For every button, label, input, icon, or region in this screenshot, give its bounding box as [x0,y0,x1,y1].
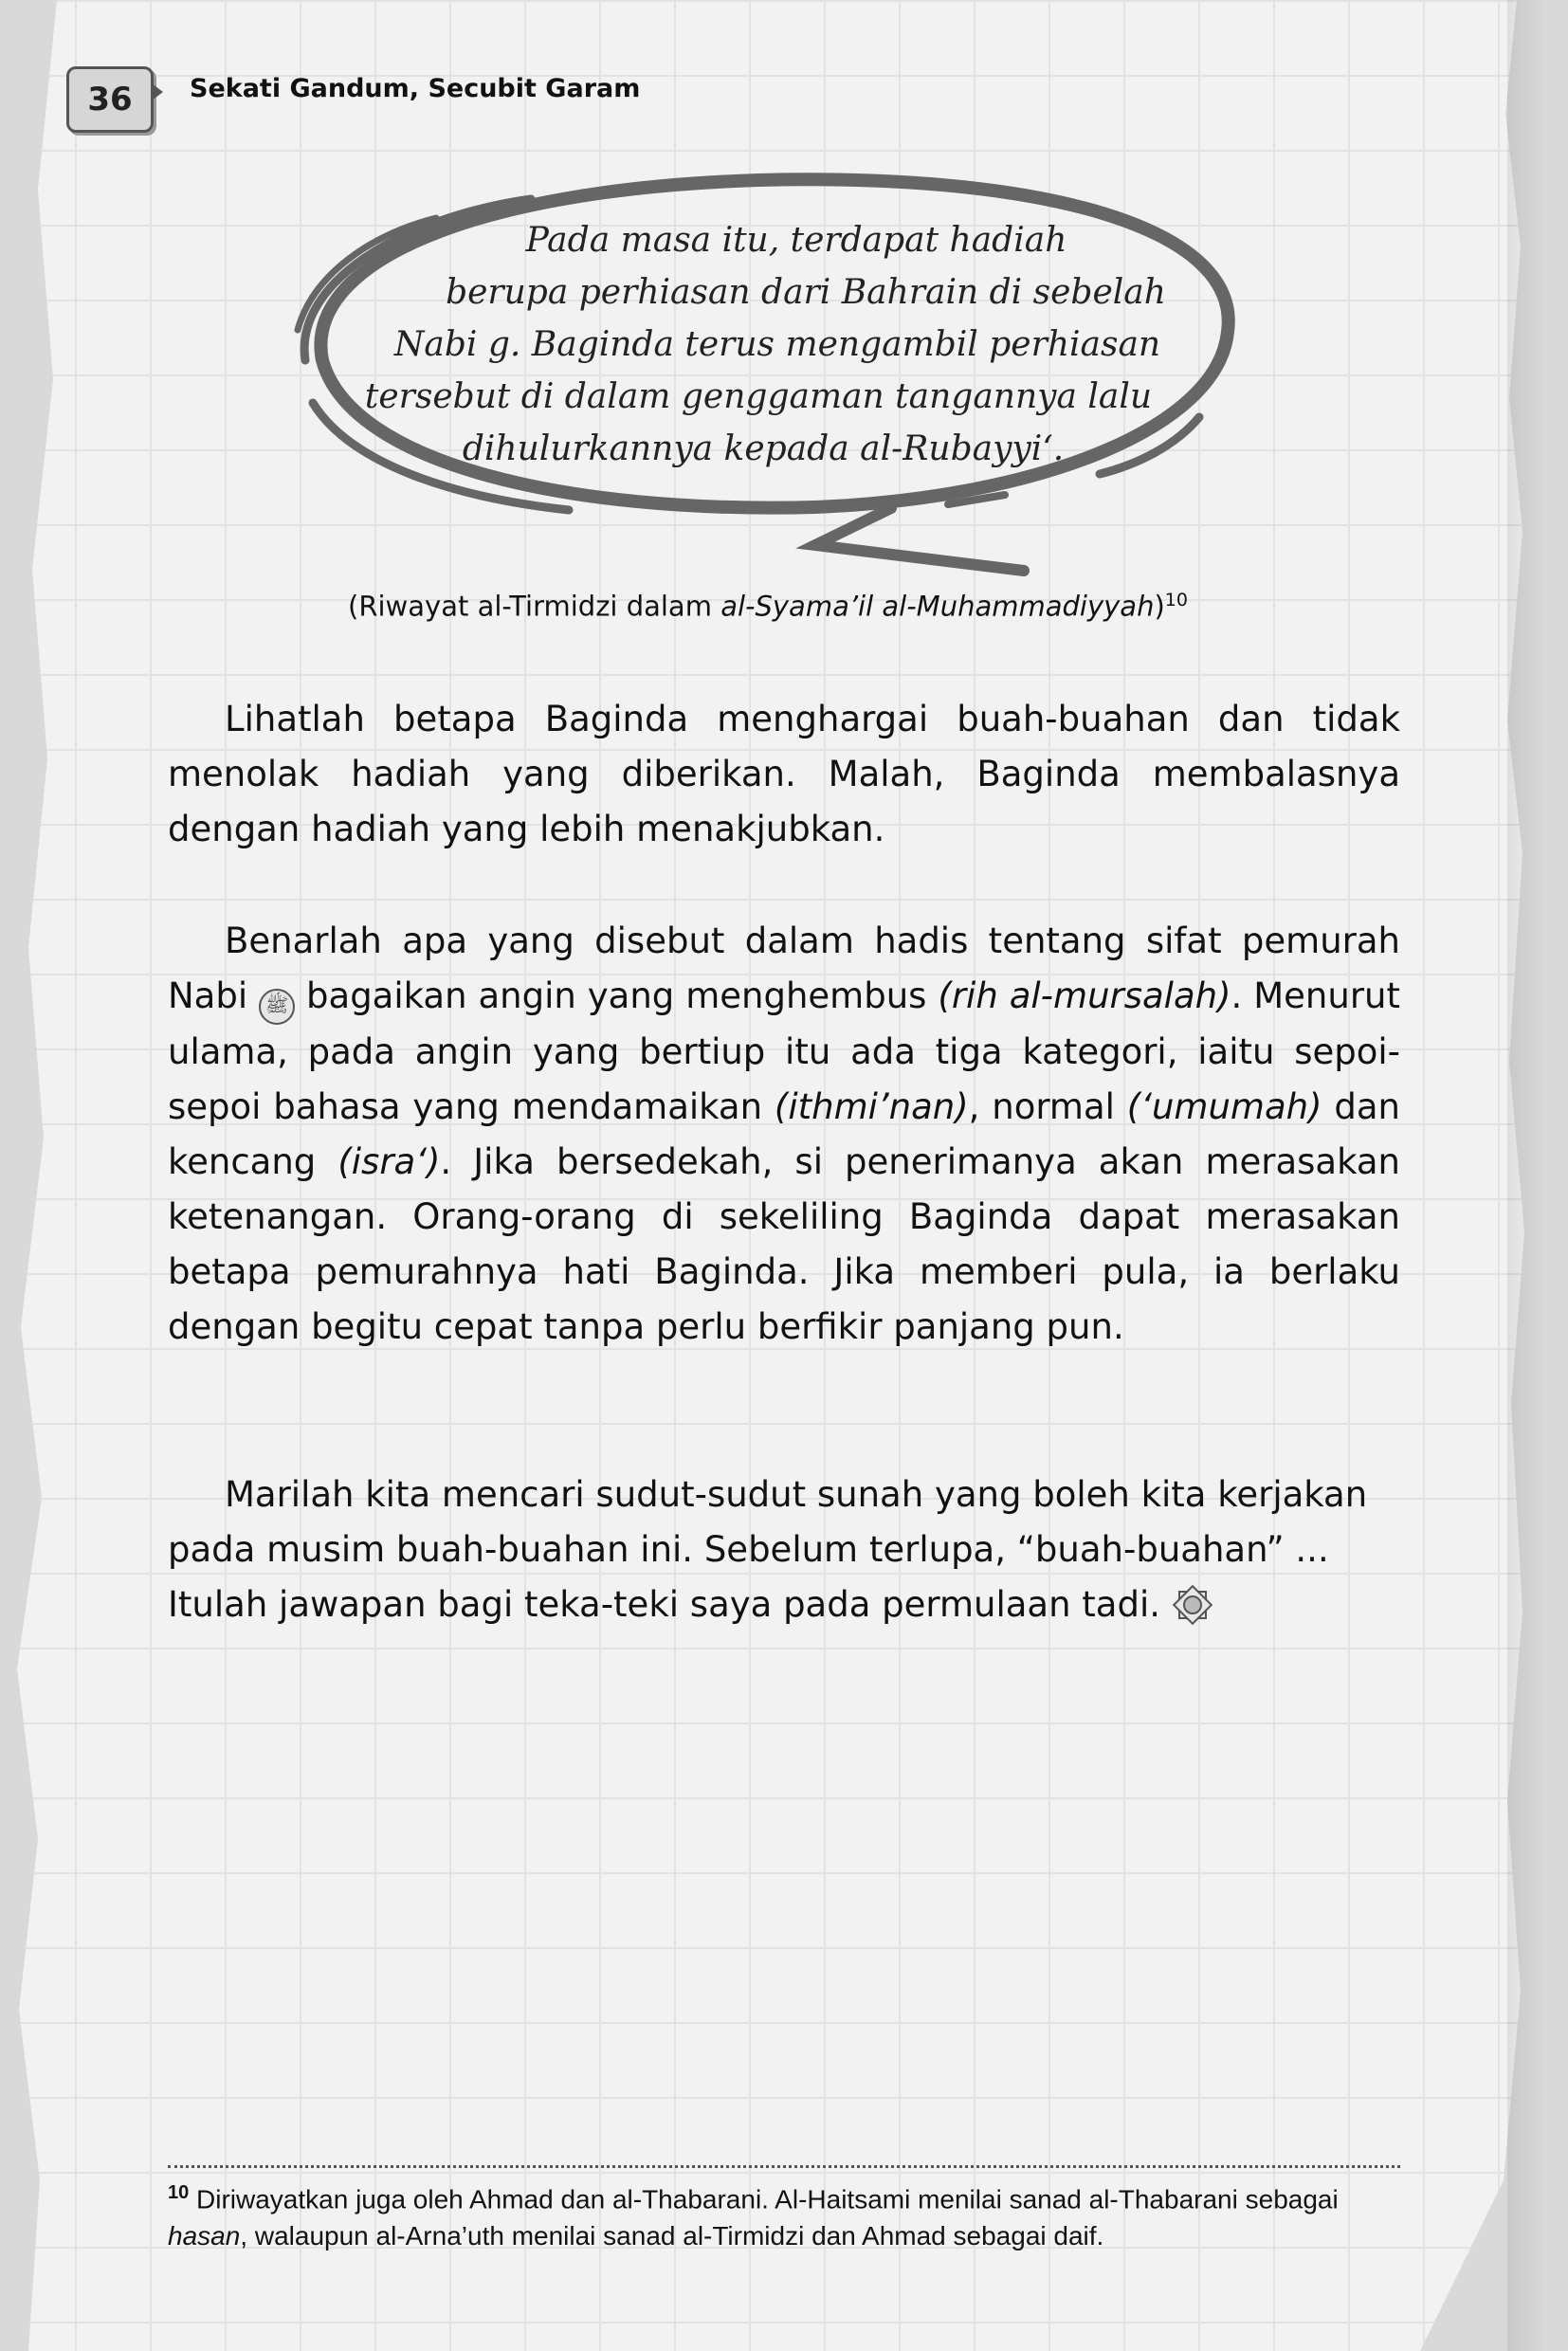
para2-text: bagaikan angin yang menghembus [295,975,939,1016]
right-edge-shadow [1507,0,1545,2351]
quote-line: Pada masa itu, terdapat hadiah [525,221,1067,260]
para2-term: (rih al-mursalah) [938,975,1231,1016]
page-number: 36 [87,81,133,118]
paragraph-1: Lihatlah betapa Baginda menghargai buah-buahan dan tidak menolak hadiah yang diberikan. Malah, Baginda membalasnya dengan hadiah yang lebih menakjubkan. [168,699,1400,849]
footnote-text: Diriwayatkan juga oleh Ahmad dan al-Thabarani. Al-Haitsami menilai sanad al-Thabarani sebagai [189,2184,1339,2214]
citation-book: al-Syama’il al-Muhammadiyyah [720,590,1155,623]
end-of-section-octagram-icon [1168,1580,1217,1630]
para2-text: . Jika bersedekah, si penerimanya akan merasakan ketenangan. Orang-orang di sekeliling Baginda dapat merasakan betapa pemurahnya hati Baginda. Jika memberi pula, ia berlaku dengan begitu cepat tanpa perlu berfikir panjang pun. [168,1141,1400,1347]
footnote-ref: 10 [1164,590,1188,611]
footnote [168,2175,1400,2254]
quote-line: dihulurkannya kepada al-Rubayyi‘. [462,429,1065,468]
running-title: Sekati Gandum, Secubit Garam [190,74,641,103]
page-number-tab [66,66,154,133]
para2-term: (‘umumah) [1126,1086,1322,1127]
para2-text: , normal [968,1086,1127,1127]
hadith-quote [360,214,1194,475]
footnote-italic: hasan [168,2221,241,2251]
quote-line: berupa perhiasan dari Bahrain di sebelah [446,273,1166,312]
citation-suffix: ) [1154,590,1165,623]
quote-line: tersebut di dalam genggaman tangannya lalu [364,377,1153,416]
para2-text: dan kencang [168,1086,1400,1182]
citation-prefix: (Riwayat al-Tirmidzi dalam [348,590,721,623]
para2-text: . Menurut ulama, pada angin yang bertiup itu ada tiga kategori, iaitu sepoi-sepoi bahasa yang mendamaikan [168,975,1400,1127]
quote-line: Nabi g. Baginda terus mengambil perhiasan [393,325,1161,364]
para2-term: (isra‘) [337,1141,441,1182]
footnote-text: , walaupun al-Arna’uth menilai sanad al-Tirmidzi dan Ahmad sebagai daif. [240,2221,1104,2251]
citation [284,590,1251,623]
footnote-number: 10 [168,2182,190,2203]
tab-arrow-icon [152,83,163,100]
para2-term: (ithmi’nan) [774,1086,969,1127]
paragraph-2 [168,914,1400,1355]
para2-text: Benarlah apa yang disebut dalam hadis tentang sifat pemurah Nabi [168,920,1400,1016]
footnote-divider [168,2165,1400,2168]
para3-text: Marilah kita mencari sudut-sudut sunah yang boleh kita kerjakan pada musim buah-buahan ini. Sebelum terlupa, “buah-buahan” ... Itulah jawapan bagi teka-teki saya pada permulaan tadi. [168,1474,1368,1625]
paragraph-3 [168,1467,1400,1632]
salawat-calligraphy-icon: ﷺ [259,989,295,1025]
